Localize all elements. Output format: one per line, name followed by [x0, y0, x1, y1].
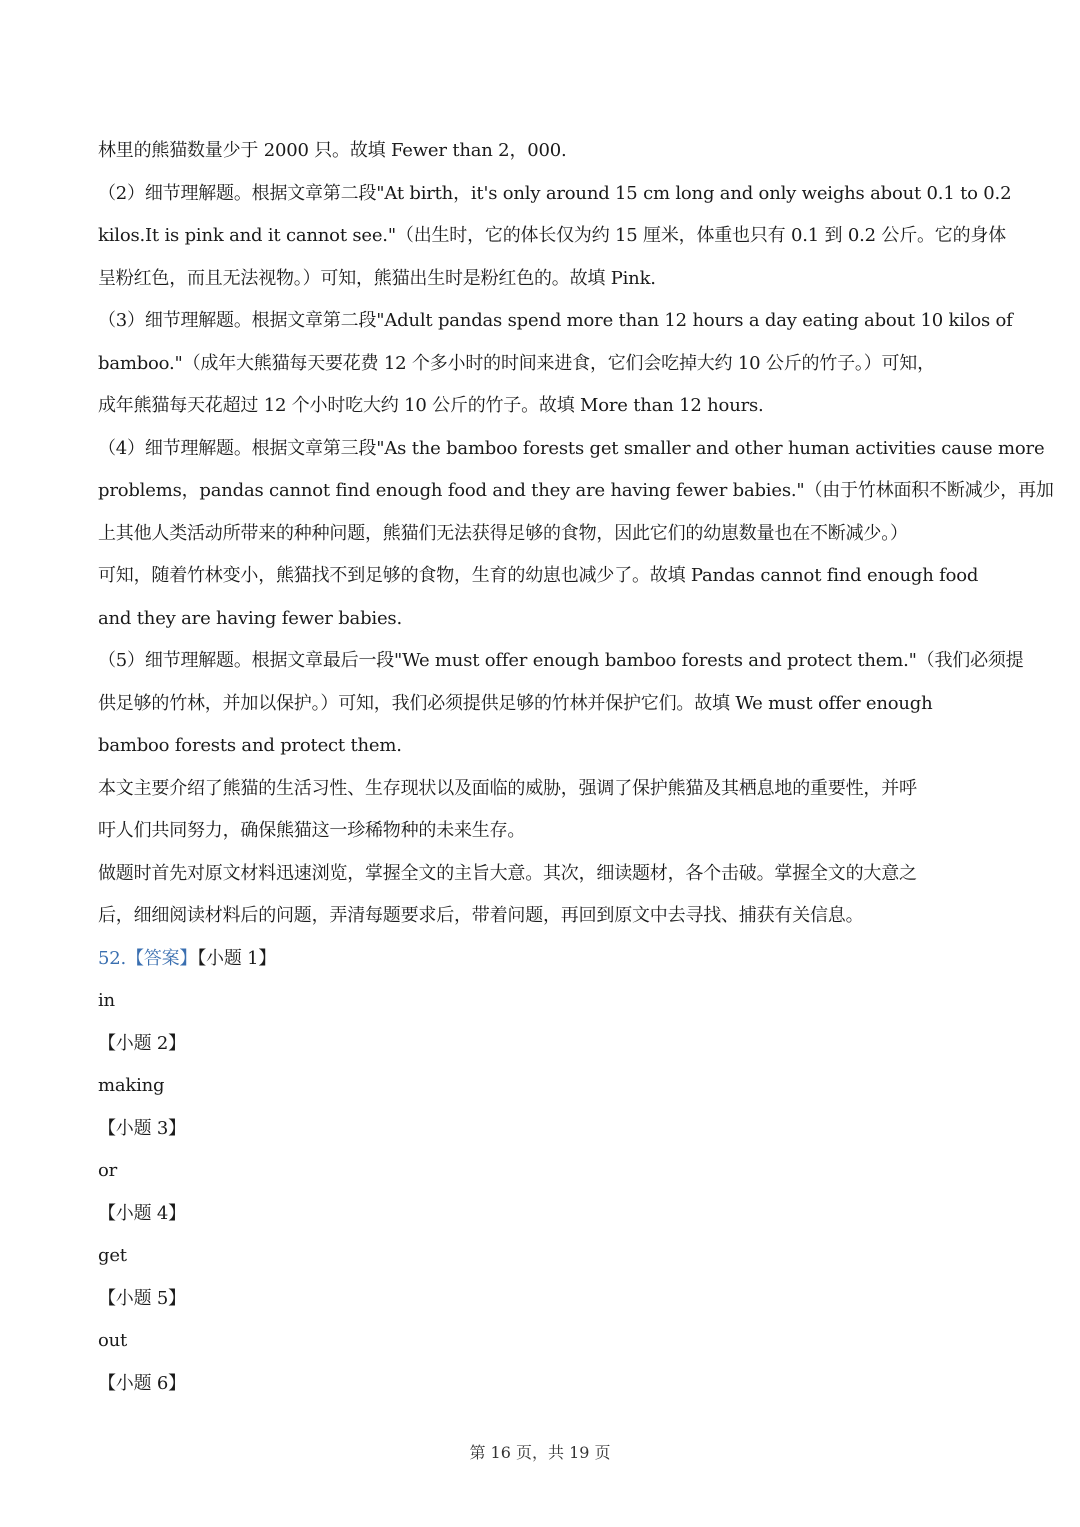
text-line: （3）细节理解题。根据文章第二段"Adult pandas spend more than 12 hours a day eating about 10 kilos of	[98, 310, 1013, 331]
text-line: 上其他人类活动所带来的种种问题，熊猫们无法获得足够的食物，因此它们的幼崽数量也在不断减少。）	[98, 522, 908, 544]
subquestion-label: 【小题 4】	[98, 1202, 186, 1224]
subquestion-label: 【小题 5】	[98, 1287, 186, 1309]
question-number: 52.	[98, 947, 127, 969]
page-footer: 第 16 页，共 19 页	[469, 1443, 611, 1462]
subquestion-answer: or	[98, 1160, 118, 1181]
document-page	[98, 130, 1054, 1405]
text-line: （5）细节理解题。根据文章最后一段"We must offer enough bamboo forests and protect them."（我们必须提	[98, 650, 1024, 671]
text-line: and they are having fewer babies.	[98, 607, 402, 629]
text-line: 供足够的竹林，并加以保护。）可知，我们必须提供足够的竹林并保护它们。故填 We must offer enough	[98, 692, 933, 714]
text-line: （4）细节理解题。根据文章第三段"As the bamboo forests get smaller and other human activities cause more	[98, 437, 1045, 459]
summary-line: 吁人们共同努力，确保熊猫这一珍稀物种的未来生存。	[98, 820, 526, 841]
subquestion-label: 【小题 1】	[197, 947, 277, 969]
text-line: 可知，随着竹林变小，熊猫找不到足够的食物，生育的幼崽也减少了。故填 Pandas cannot find enough food	[98, 565, 979, 586]
text-line: kilos.It is pink and it cannot see."（出生时，它的体长仅为约 15 厘米，体重也只有 0.1 到 0.2 公斤。它的身体	[98, 225, 1006, 246]
subquestion-answer: making	[98, 1075, 165, 1096]
subquestion-answer: in	[98, 990, 115, 1011]
text-line: 呈粉红色，而且无法视物。）可知，熊猫出生时是粉红色的。故填 Pink.	[98, 267, 656, 289]
tip-line: 后，细细阅读材料后的问题，弄清每题要求后，带着问题，再回到原文中去寻找、捕获有关信息。	[98, 905, 864, 926]
subquestion-label: 【小题 6】	[98, 1372, 186, 1394]
answer-heading	[98, 938, 983, 981]
text-line: bamboo forests and protect them.	[98, 735, 402, 756]
answer-tag: 【答案】	[126, 947, 198, 969]
subquestion-label: 【小题 3】	[98, 1117, 186, 1139]
summary-line: 本文主要介绍了熊猫的生活习性、生存现状以及面临的威胁，强调了保护熊猫及其栖息地的重要性，并呼	[98, 777, 917, 799]
text-line: 林里的熊猫数量少于 2000 只。故填 Fewer than 2，000.	[98, 140, 567, 161]
subquestion-answer: get	[98, 1245, 127, 1266]
text-line: （2）细节理解题。根据文章第二段"At birth，it's only around 15 cm long and only weighs about 0.1 to 0.2	[98, 182, 1012, 204]
text-line: 成年熊猫每天花超过 12 个小时吃大约 10 公斤的竹子。故填 More than 12 hours.	[98, 395, 764, 416]
text-line: bamboo."（成年大熊猫每天要花费 12 个多小时的时间来进食，它们会吃掉大约 10 公斤的竹子。）可知，	[98, 352, 935, 374]
subquestion-label: 【小题 2】	[98, 1032, 186, 1054]
subquestion-answer: out	[98, 1330, 128, 1351]
text-line: problems，pandas cannot find enough food and they are having fewer babies."（由于竹林面积不断减少，再加	[98, 480, 1054, 501]
tip-line: 做题时首先对原文材料迅速浏览，掌握全文的主旨大意。其次，细读题材，各个击破。掌握全文的大意之	[98, 862, 917, 884]
